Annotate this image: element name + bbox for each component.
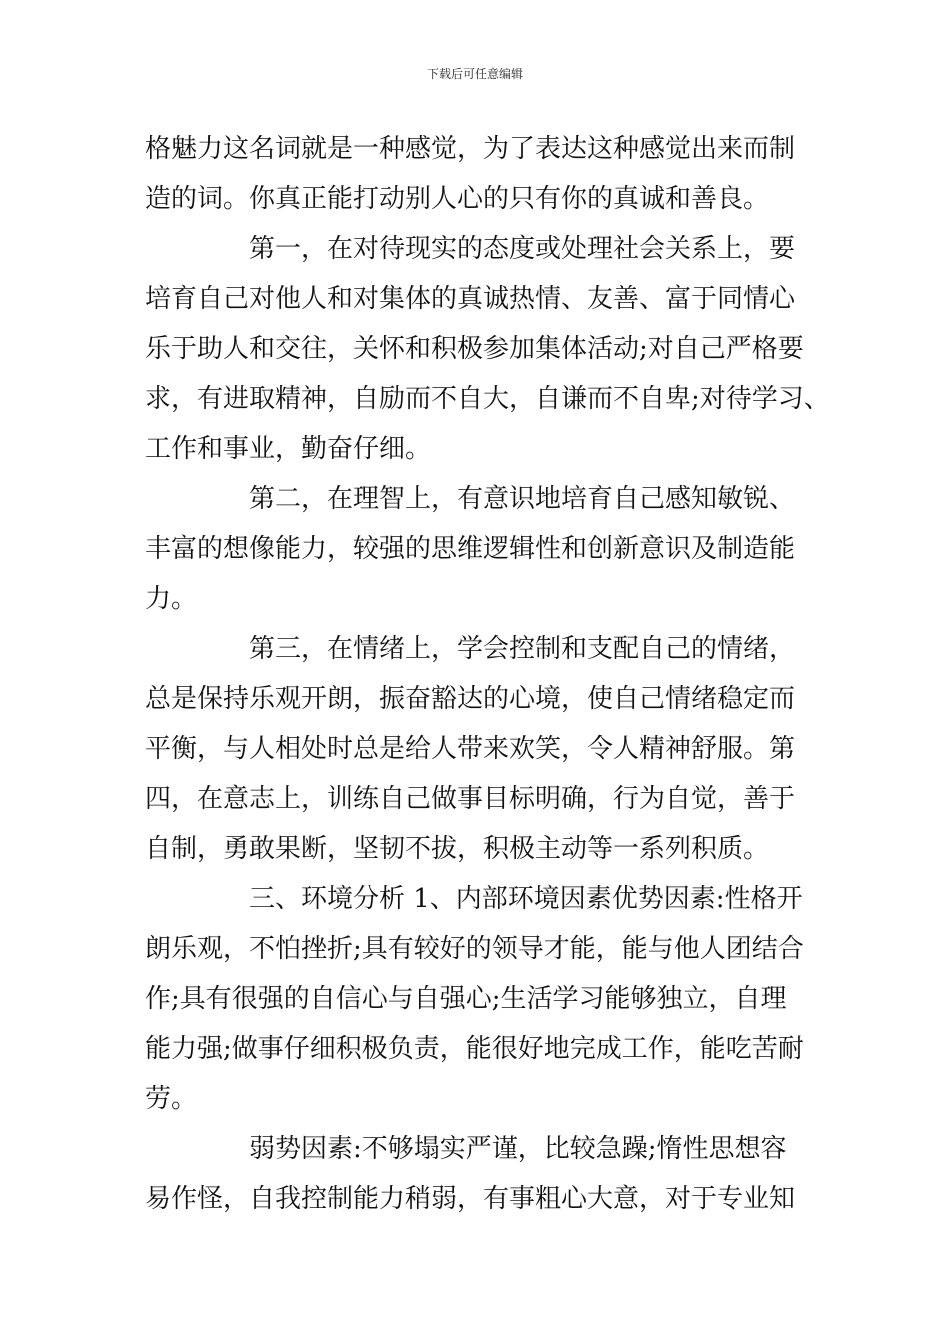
text-line: 造的词。你真正能打动别人心的只有你的真诚和善良。 xyxy=(145,184,770,214)
text-line: 三、环境分析 1、内部环境因素优势因素:性格开 xyxy=(249,884,803,914)
text-line: 第三，在情绪上，学会控制和支配自己的情绪， xyxy=(249,634,796,664)
text-line: 朗乐观，不怕挫折;具有较好的领导才能，能与他人团结合 xyxy=(145,934,804,964)
text-line: 弱势因素:不够塌实严谨，比较急躁;惰性思想容 xyxy=(249,1134,787,1164)
text-line: 自制，勇敢果断，坚韧不拔，积极主动等一系列积质。 xyxy=(145,834,770,864)
text-line: 劳。 xyxy=(145,1084,198,1114)
text-line: 格魅力这名词就是一种感觉，为了表达这种感觉出来而制 xyxy=(145,134,796,164)
text-line: 乐于助人和交往，关怀和积极参加集体活动;对自己严格要 xyxy=(145,334,804,364)
text-line: 总是保持乐观开朗，振奋豁达的心境，使自己情绪稳定而 xyxy=(145,684,796,714)
text-line: 平衡，与人相处时总是给人带来欢笑，令人精神舒服。第 xyxy=(145,734,796,764)
text-line: 丰富的想像能力，较强的思维逻辑性和创新意识及制造能 xyxy=(145,534,796,564)
text-line: 能力强;做事仔细积极负责，能很好地完成工作，能吃苦耐 xyxy=(145,1034,804,1064)
text-line: 求，有进取精神，自励而不自大，自谦而不自卑;对待学习、 xyxy=(145,384,830,414)
document-body xyxy=(145,124,830,1224)
page-header: 下载后可任意编辑 xyxy=(426,67,523,81)
text-line: 工作和事业，勤奋仔细。 xyxy=(145,434,432,464)
text-line: 第一，在对待现实的态度或处理社会关系上，要 xyxy=(249,234,796,264)
text-line: 力。 xyxy=(145,584,198,614)
text-line: 第二，在理智上，有意识地培育自己感知敏锐、 xyxy=(249,484,796,514)
text-line: 作;具有很强的自信心与自强心;生活学习能够独立，自理 xyxy=(145,984,787,1014)
text-line: 培育自己对他人和对集体的真诚热情、友善、富于同情心 xyxy=(145,284,796,314)
text-line: 四，在意志上，训练自己做事目标明确，行为自觉，善于 xyxy=(145,784,796,814)
text-line: 易作怪，自我控制能力稍弱，有事粗心大意，对于专业知 xyxy=(145,1184,796,1214)
